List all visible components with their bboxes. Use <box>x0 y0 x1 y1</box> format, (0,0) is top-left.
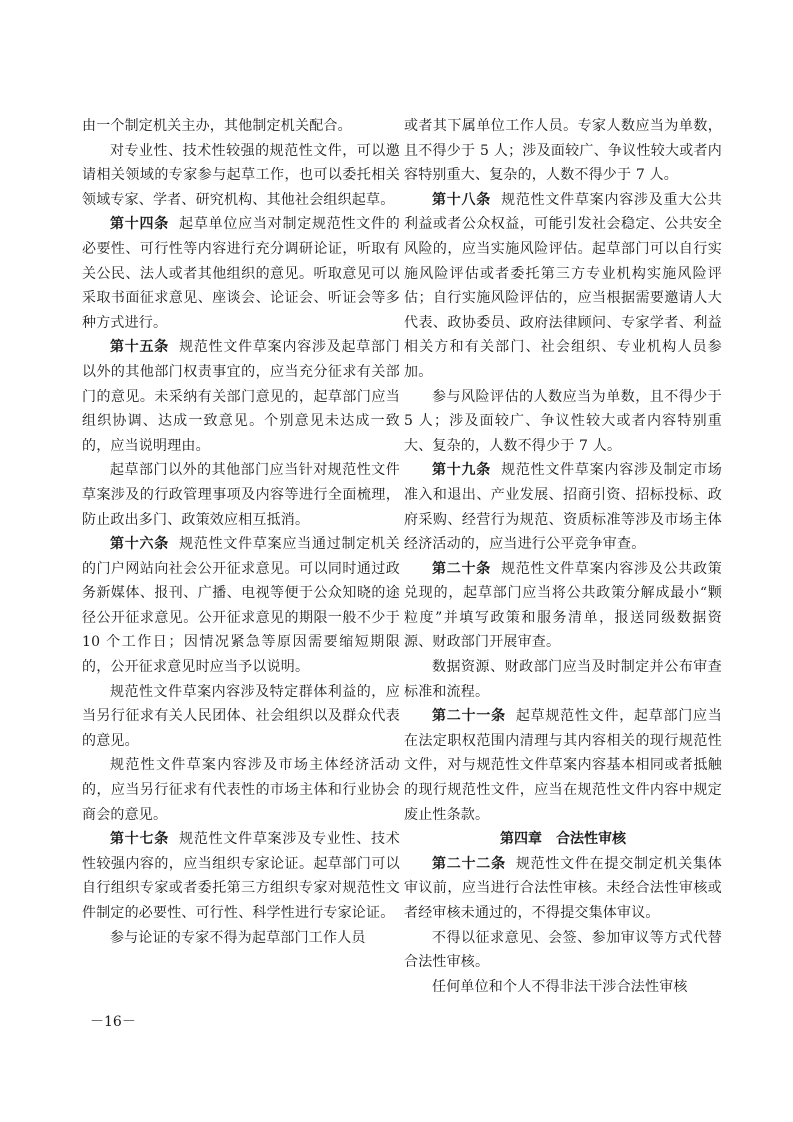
chapter-heading: 第四章 合法性审核 <box>500 831 626 848</box>
paragraph <box>82 139 400 213</box>
article-19 <box>404 458 722 556</box>
article-number: 第二十条 <box>432 560 492 577</box>
article-text: 起草规范性文件，起草部门应当在法定职权范围内清理与其内容相关的现行规范性文件，对与规范性文件草案内容基本相同或者抵触的现行规范性文件，应当在规范性文件内容中规定废止性条款。 <box>404 708 723 823</box>
paragraph-text: 或者其下属单位工作人员。专家人数应当为单数，且不得少于 5 人；涉及面较广、争议性较大或者内容特别重大、复杂的，人数不得少于 7 人。 <box>404 118 722 184</box>
article-18 <box>404 188 722 385</box>
paragraph-text: 由一个制定机关主办，其他制定机关配合。 <box>82 118 352 134</box>
article-text: 规范性文件草案内容涉及公共政策兑现的，起草部门应当将公共政策分解成最小“颗粒度”并填写政策和服务清单，报送同级数据资源、财政部门开展审查。 <box>404 560 723 651</box>
paragraph <box>82 680 400 754</box>
paragraph-text: 参与论证的专家不得为起草部门工作人员 <box>110 929 366 946</box>
article-text: 起草单位应当对制定规范性文件的必要性、可行性等内容进行充分调研论证，听取有关公民、法人或者其他组织的意见。听取意见可以采取书面征求意见、座谈会、论证会、听证会等多种方式进行。 <box>82 216 401 331</box>
paragraph-text: 不得以征求意见、会签、参加审议等方式代替合法性审核。 <box>404 929 722 971</box>
article-text: 规范性文件在提交制定机关集体审议前，应当进行合法性审核。未经合法性审核或者经审核未通过的，不得提交集体审议。 <box>404 855 723 921</box>
article-text: 规范性文件草案内容涉及重大公共利益或者公众权益，可能引发社会稳定、公共安全风险的，应当实施风险评估。起草部门可以自行实施风险评估或者委托第三方专业机构实施风险评估；自行实施风险评估的，应当根据需要邀请人大代表、政协委员、政府法律顾问、专家学者、利益相关方和有关部门、社会组织、专业机构人员参加。 <box>404 191 723 380</box>
article-text: 规范性文件草案涉及专业性、技术性较强内容的，应当组织专家论证。起草部门可以自行组织专家或者委托第三方组织专家对规范性文件制定的必要性、可行性、科学性进行专家论证。 <box>82 831 401 921</box>
article-number: 第十五条 <box>110 339 170 356</box>
paragraph <box>404 975 722 1000</box>
article-number: 第十六条 <box>110 536 170 553</box>
paragraph <box>82 114 400 139</box>
article-text: 规范性文件草案内容涉及起草部门以外的其他部门权责事宜的，应当充分征求有关部门的意见。未采纳有关部门意见的，起草部门应当组织协调、达成一致意见。个别意见未达成一致的，应当说明理由。 <box>82 339 401 454</box>
paragraph-text: 数据资源、财政部门应当及时制定并公布审查标准和流程。 <box>404 659 722 700</box>
paragraph-text: 起草部门以外的其他部门应当针对规范性文件草案涉及的行政管理事项及内容等进行全面梳理，防止政出多门、政策效应相互抵消。 <box>82 462 400 528</box>
paragraph <box>82 926 400 951</box>
article-number: 第十四条 <box>110 216 170 233</box>
paragraph-text: 规范性文件草案内容涉及市场主体经济活动的，应当另行征求有代表性的市场主体和行业协会商会的意见。 <box>82 757 400 823</box>
article-number: 第十八条 <box>432 191 492 208</box>
article-15 <box>82 335 400 458</box>
left-column <box>82 114 400 950</box>
article-number: 第二十二条 <box>432 855 506 872</box>
article-16 <box>82 532 400 680</box>
paragraph-text: 任何单位和个人不得非法干涉合法性审核 <box>432 978 688 995</box>
paragraph <box>404 926 722 975</box>
article-21 <box>404 704 722 827</box>
paragraph <box>82 753 400 827</box>
article-text: 规范性文件草案内容涉及制定市场准入和退出、产业发展、招商引资、招标投标、政府采购、经营行为规范、资质标准等涉及市场主体经济活动的，应当进行公平竞争审查。 <box>404 462 723 553</box>
article-number: 第十七条 <box>110 831 170 848</box>
article-number: 第十九条 <box>432 462 492 479</box>
article-text: 规范性文件草案应当通过制定机关的门户网站向社会公开征求意见。可以同时通过政务新媒体、报刊、广播、电视等便于公众知晓的途径公开征求意见。公开征求意见的期限一般不少于 10 个工作日；因情况紧急等原因需要缩短期限的，公开征求意见时应当予以说明。 <box>82 536 401 676</box>
page-number: －16－ <box>90 1014 136 1030</box>
article-14 <box>82 212 400 335</box>
paragraph <box>404 655 722 704</box>
paragraph-text: 参与风险评估的人数应当为单数，且不得少于 5 人；涉及面较广、争议性较大或者内容特别重大、复杂的，人数不得少于 7 人。 <box>404 388 722 454</box>
article-20 <box>404 557 722 655</box>
paragraph <box>404 385 722 459</box>
paragraph <box>82 458 400 532</box>
article-17 <box>82 827 400 925</box>
paragraph-text: 规范性文件草案内容涉及特定群体利益的，应当另行征求有关人民团体、社会组织以及群众代表的意见。 <box>82 683 400 749</box>
article-22 <box>404 852 722 926</box>
paragraph-text: 对专业性、技术性较强的规范性文件，可以邀请相关领域的专家参与起草工作，也可以委托相关领域专家、学者、研究机构、其他社会组织起草。 <box>82 142 400 208</box>
article-number: 第二十一条 <box>432 708 506 725</box>
paragraph <box>404 114 722 188</box>
right-column <box>404 114 722 999</box>
